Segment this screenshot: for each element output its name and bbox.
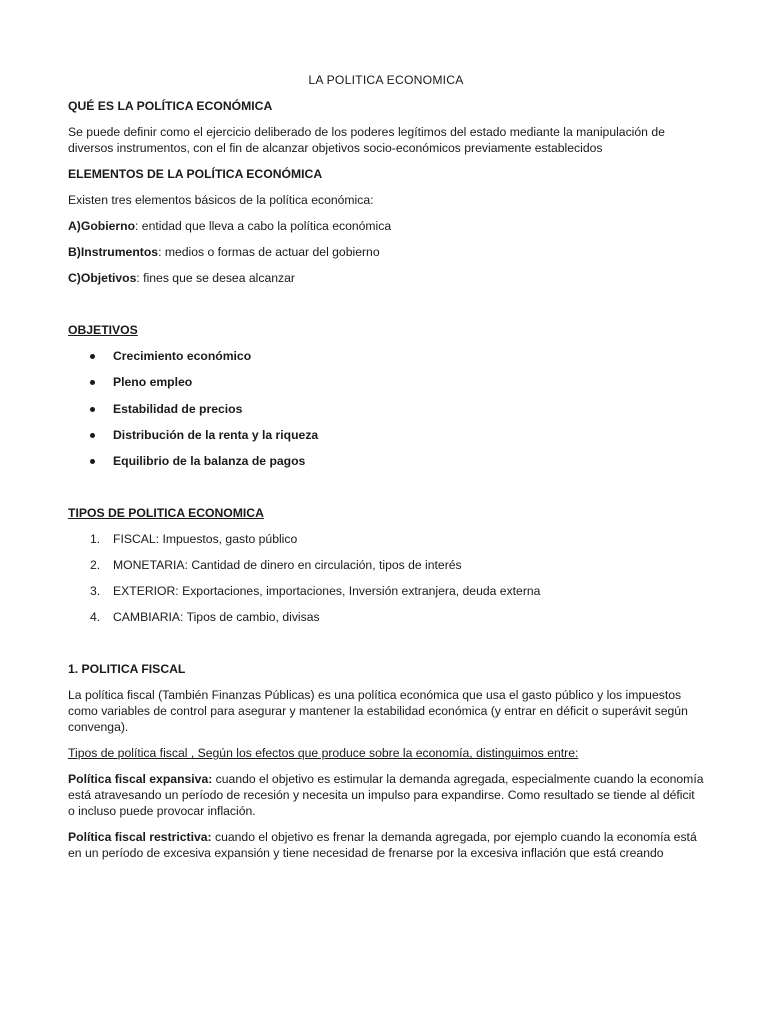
elemento-text: : fines que se desea alcanzar	[136, 271, 295, 285]
objetivos-list	[68, 348, 704, 469]
elemento-label: C)Objetivos	[68, 271, 137, 285]
list-item	[68, 374, 704, 390]
list-item-text: CAMBIARIA: Tipos de cambio, divisas	[113, 610, 320, 625]
bullet-icon	[90, 380, 95, 385]
list-item-text: EXTERIOR: Exportaciones, importaciones, Inversión extranjera, deuda externa	[113, 584, 541, 599]
bullet-icon	[90, 407, 95, 412]
list-item-text: Distribución de la renta y la riqueza	[113, 427, 319, 442]
bullet-icon	[90, 354, 95, 359]
document-page	[68, 72, 704, 871]
list-item	[68, 609, 704, 625]
fiscal-restrictiva-label: Política fiscal restrictiva:	[68, 830, 212, 845]
section-heading-elementos: ELEMENTOS DE LA POLÍTICA ECONÓMICA	[68, 167, 323, 181]
definition-paragraph: Se puede definir como el ejercicio deliberado de los poderes legítimos del estado mediante la manipulación de diversos instrumentos, con el fin de alcanzar objetivos socio-económicos previamente establecidos	[68, 125, 665, 155]
section-heading-objetivos: OBJETIVOS	[68, 323, 138, 337]
bullet-icon	[90, 433, 95, 438]
fiscal-subheading: Tipos de política fiscal , Según los efectos que produce sobre la economía, distinguimos entre:	[68, 746, 579, 761]
list-item-number: 2.	[90, 558, 101, 573]
bullet-icon	[90, 459, 95, 464]
list-item-text: FISCAL: Impuestos, gasto público	[113, 532, 298, 547]
fiscal-restrictiva-paragraph	[68, 829, 704, 861]
elementos-intro: Existen tres elementos básicos de la política económica:	[68, 193, 374, 207]
elemento-instrumentos	[68, 244, 704, 260]
fiscal-expansiva-label: Política fiscal expansiva:	[68, 772, 213, 787]
spacer	[68, 296, 704, 322]
section-heading-que-es: QUÉ ES LA POLÍTICA ECONÓMICA	[68, 99, 273, 113]
fiscal-restrictiva-text: cuando el objetivo es frenar la demanda agregada, por ejemplo cuando la economía está en un período de excesiva expansión y tiene necesidad de frenarse por la excesiva inflación que está creando	[68, 830, 697, 861]
list-item-number: 1.	[90, 532, 101, 547]
section-heading-fiscal: 1. POLITICA FISCAL	[68, 662, 186, 677]
list-item-text: Equilibrio de la balanza de pagos	[113, 454, 306, 469]
list-item-number: 4.	[90, 610, 101, 625]
fiscal-expansiva-text: cuando el objetivo es estimular la demanda agregada, especialmente cuando la economía está atravesando un período de recesión y necesita un impulso para expandirse. Como resultado se tiende al déficit o incluso puede provocar inflación.	[68, 772, 704, 819]
list-item	[68, 583, 704, 599]
list-item	[68, 348, 704, 364]
list-item	[68, 453, 704, 469]
list-item	[68, 401, 704, 417]
elemento-label: B)Instrumentos	[68, 245, 159, 259]
tipos-list	[68, 531, 704, 625]
list-item	[68, 531, 704, 547]
elemento-text: : entidad que lleva a cabo la política económica	[135, 219, 392, 233]
list-item	[68, 557, 704, 573]
spacer	[68, 479, 704, 505]
elemento-gobierno	[68, 218, 704, 234]
spacer	[68, 635, 704, 661]
fiscal-expansiva-paragraph	[68, 771, 704, 819]
section-heading-tipos: TIPOS DE POLITICA ECONOMICA	[68, 506, 264, 521]
elemento-text: : medios o formas de actuar del gobierno	[158, 245, 380, 259]
list-item-text: Pleno empleo	[113, 375, 193, 390]
elemento-objetivos	[68, 270, 704, 286]
list-item-text: MONETARIA: Cantidad de dinero en circulación, tipos de interés	[113, 558, 462, 573]
elemento-label: A)Gobierno	[68, 219, 136, 233]
list-item-text: Estabilidad de precios	[113, 401, 243, 416]
document-title: LA POLITICA ECONOMICA	[308, 73, 464, 87]
list-item	[68, 427, 704, 443]
list-item-number: 3.	[90, 584, 101, 599]
fiscal-paragraph: La política fiscal (También Finanzas Públicas) es una política económica que usa el gasto público y los impuestos como variables de control para asegurar y mantener la estabilidad económica (y entrar en déficit o superávit según convenga).	[68, 688, 688, 735]
list-item-text: Crecimiento económico	[113, 349, 252, 363]
